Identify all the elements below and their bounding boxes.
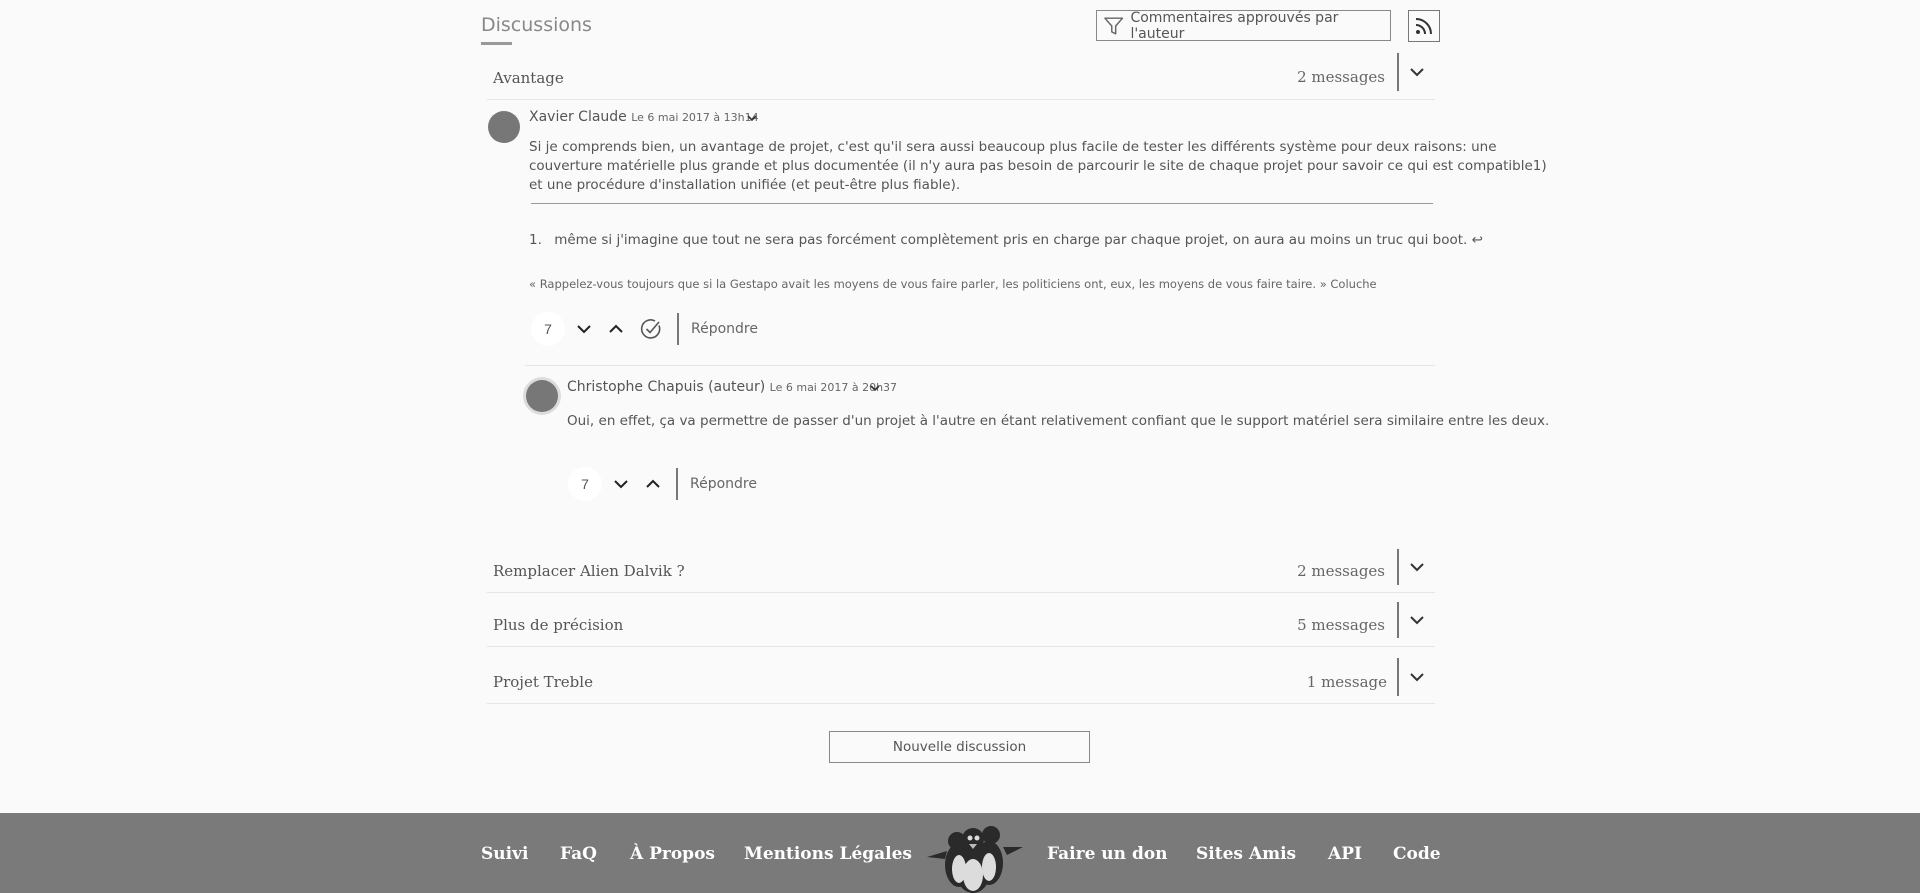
footer-link-a-propos[interactable]: À Propos: [630, 844, 715, 864]
avatar: [523, 377, 561, 415]
chevron-down-icon: [575, 323, 593, 335]
vote-divider: [676, 468, 678, 500]
comment-author: Christophe Chapuis (auteur): [567, 379, 766, 395]
vote-count: 7: [568, 467, 602, 501]
footer-link-sites-amis[interactable]: Sites Amis: [1196, 844, 1297, 864]
chevron-up-icon: [644, 478, 662, 490]
topic-toggle-button[interactable]: [1397, 658, 1435, 696]
comment-body: Oui, en effet, ça va permettre de passer d'un projet à l'autre en étant relativement confiant que le support matériel sera similaire entre les deux.: [567, 413, 1550, 429]
reply-separator: [525, 365, 1435, 366]
section-title-underline: [481, 42, 512, 45]
footer-link-faq[interactable]: FaQ: [560, 844, 597, 864]
rss-button[interactable]: [1408, 10, 1440, 42]
approve-button[interactable]: [639, 317, 663, 341]
comment-author: Xavier Claude: [529, 109, 627, 125]
chevron-down-icon: [1409, 615, 1425, 625]
vote-up-button[interactable]: [607, 323, 625, 335]
topic-toggle-button[interactable]: [1397, 53, 1435, 91]
rss-icon: [1413, 15, 1435, 37]
comment-meta: [529, 109, 759, 125]
avatar-inner: [526, 380, 558, 412]
comment-body: Si je comprends bien, un avantage de projet, c'est qu'il sera aussi beaucoup plus facile de tester les différents système pour deux raisons: une couverture matérielle plus grande et plus documentée (il n'y aura pas besoin de parcourir le site de chaque projet pour savoir ce qui est compatible1) et une procédure d'installation unifiée (et peut-être plus fiable).: [529, 139, 1547, 193]
footnote-number: 1.: [529, 232, 542, 248]
topic-remplacer-alien-dalvik[interactable]: [487, 547, 1435, 593]
chevron-down-icon: [1409, 562, 1425, 572]
topic-avantage[interactable]: [487, 53, 1435, 100]
vote-up-button[interactable]: [644, 478, 662, 490]
footer-link-code[interactable]: Code: [1393, 844, 1441, 864]
comment-date: Le 6 mai 2017 à 20h37: [769, 381, 898, 394]
vote-down-button[interactable]: [612, 478, 630, 490]
chevron-down-icon: [1409, 67, 1425, 77]
comment-date: Le 6 mai 2017 à 13h14: [631, 111, 759, 124]
chevron-down-icon[interactable]: [869, 384, 881, 392]
topic-title: Plus de précision: [493, 616, 624, 634]
avatar: [488, 111, 520, 143]
footer-link-faire-un-don[interactable]: Faire un don: [1047, 844, 1168, 864]
topic-message-count: 2 messages: [1297, 68, 1385, 86]
filter-label: Commentaires approuvés par l'auteur: [1130, 9, 1339, 42]
chevron-up-icon: [607, 323, 625, 335]
footer-link-suivi[interactable]: Suivi: [481, 844, 529, 864]
reply-button[interactable]: Répondre: [691, 321, 758, 337]
section-title: Discussions: [481, 14, 592, 36]
topic-projet-treble[interactable]: [487, 656, 1435, 704]
chevron-down-icon: [1409, 672, 1425, 682]
footnote-separator: [531, 203, 1433, 204]
filter-approved-button[interactable]: [1096, 10, 1391, 41]
vote-divider: [677, 313, 679, 345]
chevron-down-icon: [612, 478, 630, 490]
filter-icon: [1103, 15, 1124, 37]
topic-title: Remplacer Alien Dalvik ?: [493, 562, 685, 580]
footer-link-mentions-legales[interactable]: Mentions Légales: [744, 844, 913, 864]
penguins-logo: [925, 817, 1025, 893]
topic-message-count: 1 message: [1306, 673, 1387, 691]
topic-title: Avantage: [493, 69, 564, 87]
footer-link-api[interactable]: API: [1328, 844, 1362, 864]
signature-quote: « Rappelez-vous toujours que si la Gestapo avait les moyens de vous faire parler, les politiciens ont, eux, les moyens de vous faire taire. » Coluche: [529, 277, 1377, 291]
topic-message-count: 2 messages: [1297, 562, 1385, 580]
footnote-text: même si j'imagine que tout ne sera pas forcément complètement pris en charge par chaque projet, on aura au moins un truc qui boot. ↩: [554, 232, 1483, 248]
vote-bar: [568, 467, 757, 501]
topic-toggle-button[interactable]: [1397, 602, 1435, 638]
vote-down-button[interactable]: [575, 323, 593, 335]
vote-bar: [531, 312, 758, 346]
vote-count: 7: [531, 312, 565, 346]
site-footer: [0, 813, 1920, 893]
topic-toggle-button[interactable]: [1397, 549, 1435, 585]
comment-meta: [567, 379, 897, 395]
reply-button[interactable]: Répondre: [690, 476, 757, 492]
topic-message-count: 5 messages: [1297, 616, 1385, 634]
footnote: [529, 231, 1483, 250]
check-circle-icon: [639, 317, 663, 341]
new-discussion-button[interactable]: Nouvelle discussion: [829, 731, 1090, 763]
chevron-down-icon[interactable]: [746, 114, 758, 122]
topic-title: Projet Treble: [493, 673, 593, 691]
topic-plus-de-precision[interactable]: [487, 602, 1435, 647]
